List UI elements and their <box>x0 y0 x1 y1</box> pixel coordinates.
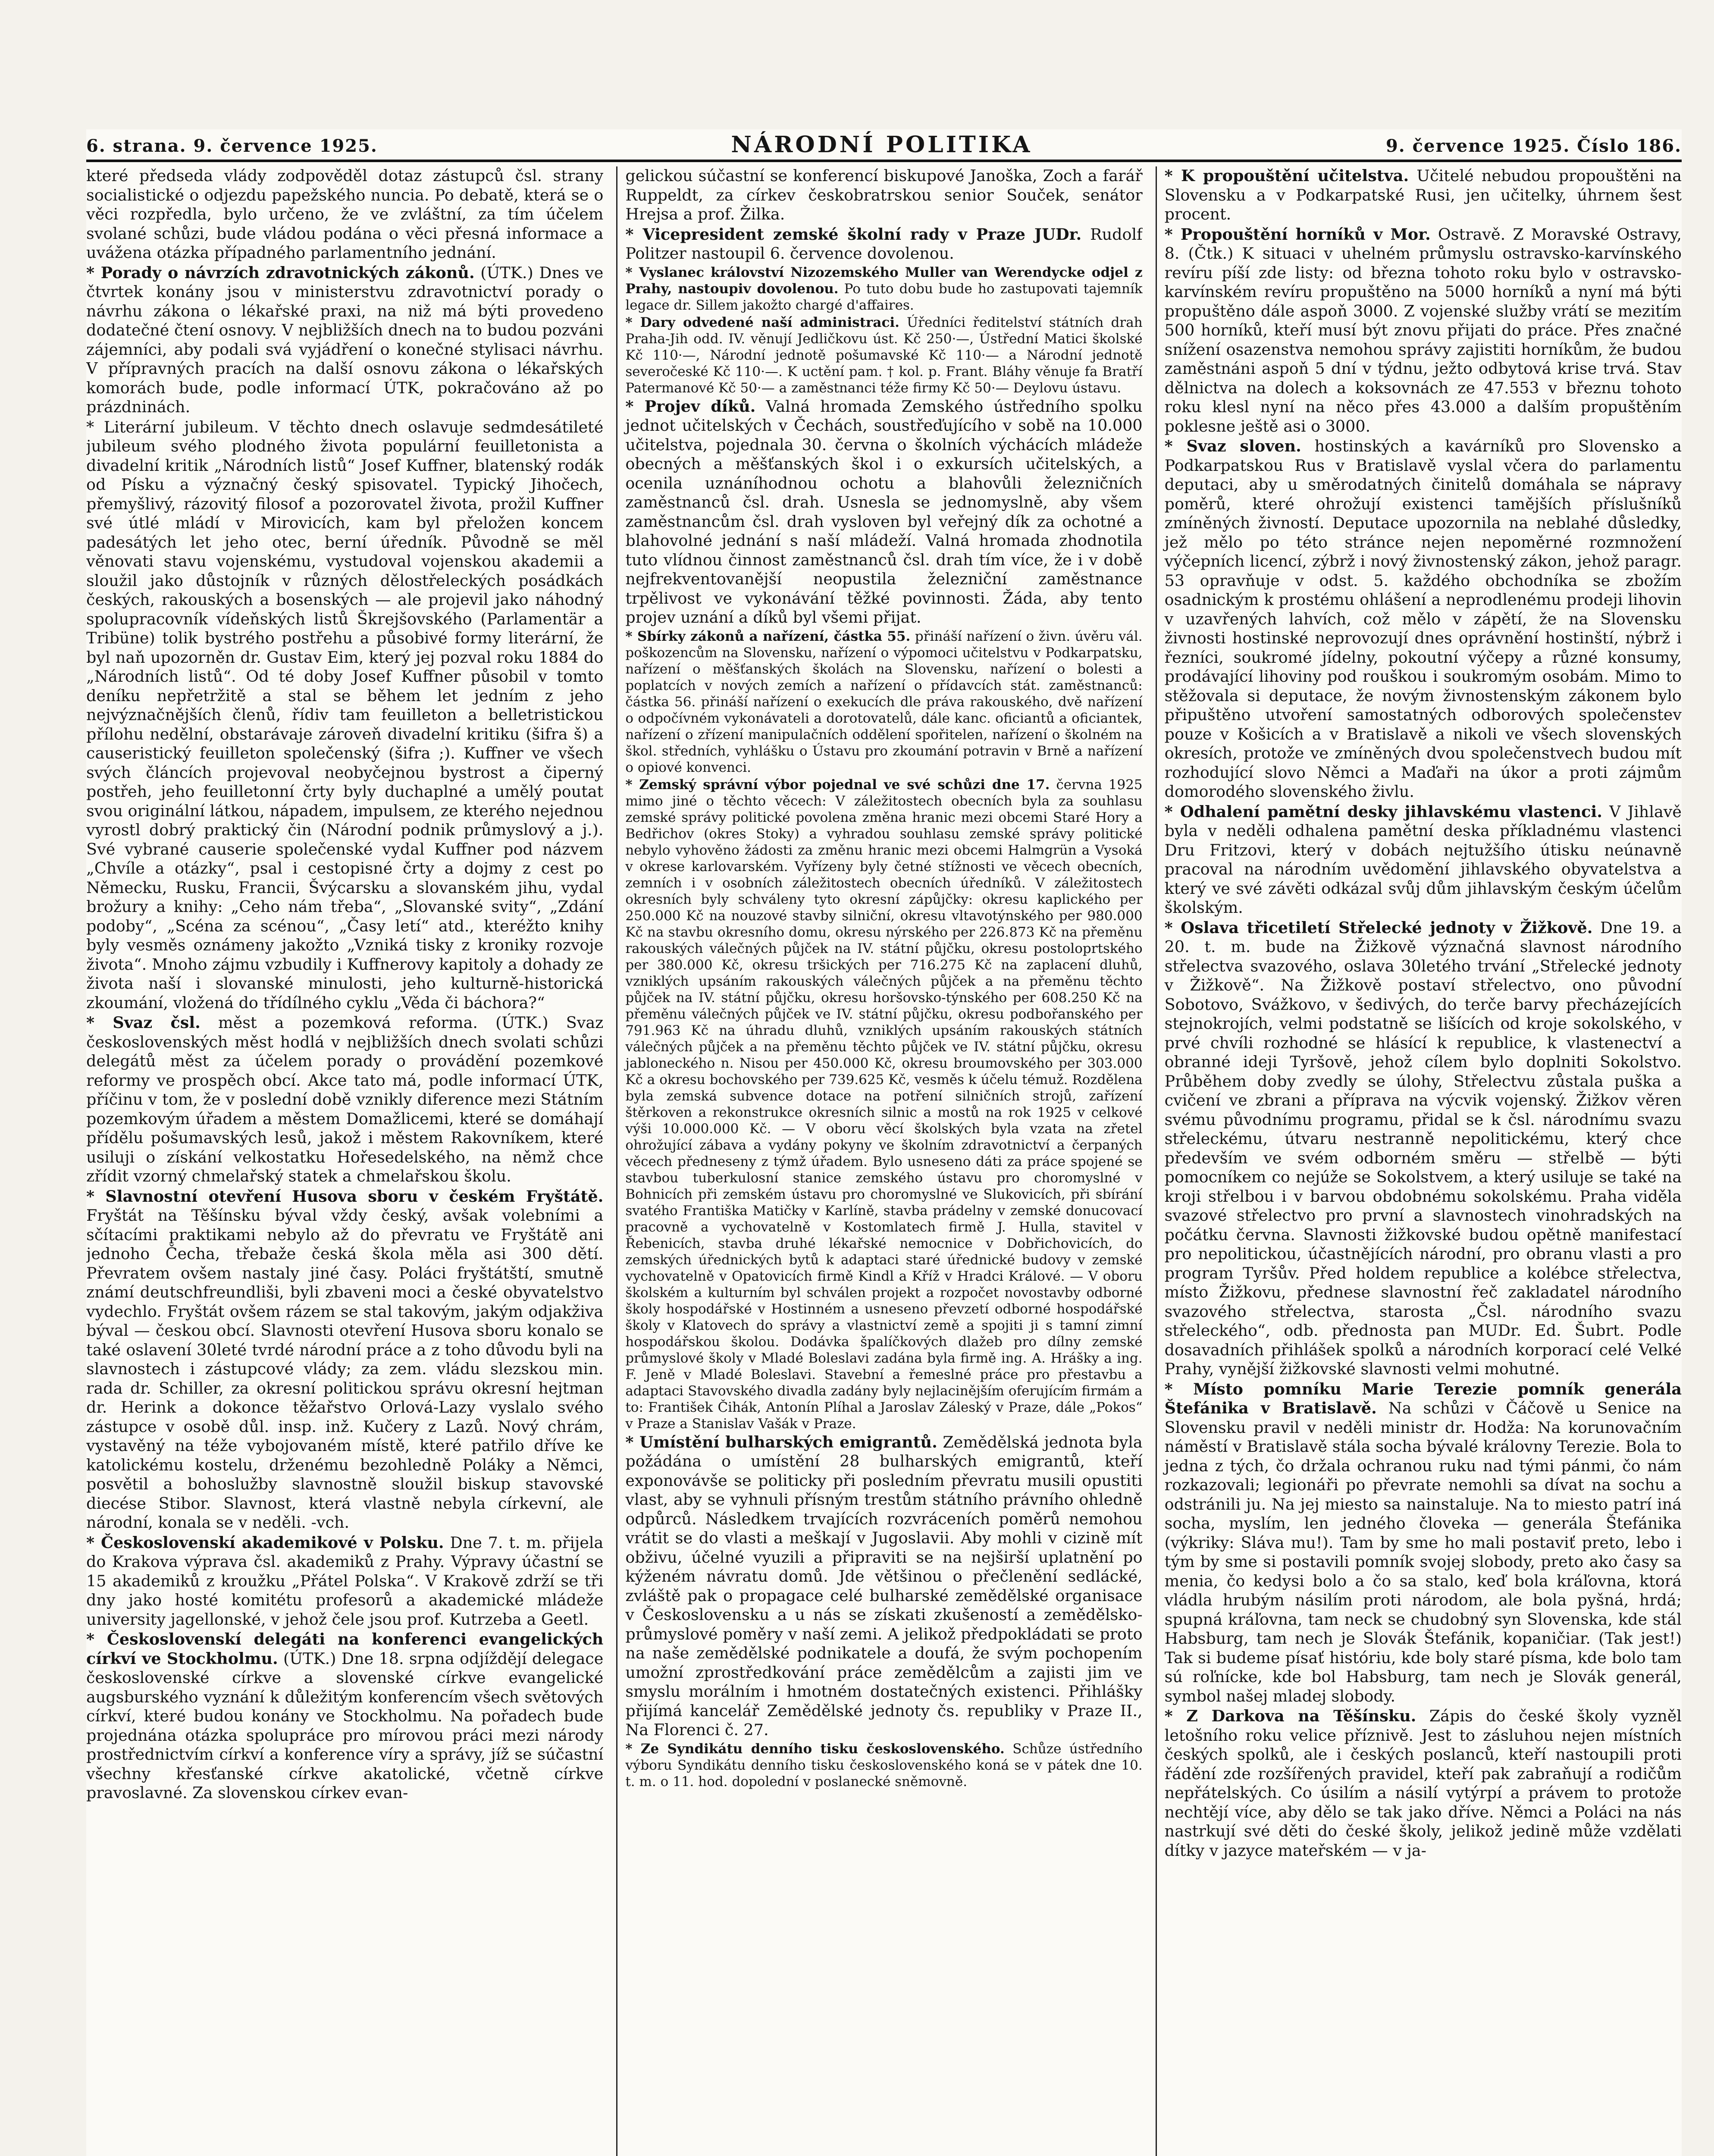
article-headline: * Dary odvedené naší administraci. <box>625 314 899 330</box>
article-paragraph: * Svaz čsl. měst a pozemková reforma. (ÚTK.) Svaz československých měst hodlá v nejbližších dnech svolati schůzi delegátů měst za účelem porady o provádění pozemkové reformy ve prospěch obcí. Akce tato má, podle informací ÚTK, příčinu v tom, že v poslední době vznikly diference mezi Státním pozemkovým úřadem a městem Domažlicemi, které se domáhají přídělu pošumavských lesů, jakož i městem Rakovníkem, které usiluji o získání velkostatku Hořesedelského, na němž chce zřídit vzorný chmelařský statek a chmelařskou školu. <box>86 1013 604 1185</box>
article-headline: * Umístění bulharských emigrantů. <box>625 1432 937 1451</box>
article-headline: * Sbírky zákonů a nařízení, částka 55. <box>625 628 911 644</box>
article-headline: * Československí delegáti na konferenci evangelických církví ve Stockholmu. <box>86 1630 604 1668</box>
article-paragraph: * Vyslanec království Nizozemského Muller van Werendycke odjel z Prahy, nastoupiv dovolenou. Po tuto dobu bude ho zastupovati tajemník legace dr. Sillem jakožto chargé d'affaires. <box>625 264 1143 313</box>
page-header <box>86 129 1682 162</box>
article-paragraph: * K propouštění učitelstva. Učitelé nebudou propouštěni na Slovensku a v Podkarpatské Rusi, jen učitelky, úhrnem šest procent. <box>1164 166 1682 223</box>
article-paragraph: * Projev díků. Valná hromada Zemského ústředního spolku jednot učitelských v Čechách, soustřeďujícího v sobě na 10.000 učitelstva, pojednala 30. června o školních výchácích mládeže obecných a měšťanských škol i o exkursích učitelských, a ocenila uznáníhodnou ochotu a blahovůli železničních zaměstnanců čsl. drah. Usnesla se jednomyslně, aby všem zaměstnancům čsl. drah vysloven byl veřejný dík za ochotné a blahovolné jednání s naší mládeží. Valná hromada zhodnotila tuto vlídnou činnost zaměstnanců čsl. drah tím více, že i v době nejfrekventovanější neopustila železniční zaměstnance trpělivost ve vykonávání těžké povinnosti. Žáda, aby tento projev uznání a díků byl všemi přijat. <box>625 397 1143 627</box>
article-headline: * Slavnostní otevření Husova sboru v českém Fryštátě. <box>86 1187 604 1206</box>
article-headline: * Svaz sloven. <box>1164 437 1301 455</box>
article-paragraph: * Oslava třicetiletí Střelecké jednoty v Žižkově. Dne 19. a 20. t. m. bude na Žižkově význačná slavnost národního střelectva svazového, oslava 30letého trvání „Střelecké jednoty v Žižkově“. Na Žižkově postaví střelectvo, ono původní Sobotovo, Svážkovo, v šedivých, do terče barvy přecházejících stejnokrojích, velmi podstatně se lišících od kroje sokolského, v prvé chvíli rozhodné se hlásící k republice, k vlastenectví a obranné ideji Tyršově, jehož cílem bylo doplniti Sokolstvo. Průběhem doby zvedly se úlohy, Střelectvu zůstala puška a cvičení ve zbrani a příprava na výcvik vojenský. Žižkov věren svému původnímu programu, přidal se k čsl. národnímu svazu střeleckému, útvaru nestranně nepolitickému, který chce především ve svém odborném směru — střelbě — býti pomocníkem co nejúže se Sokolstvem, a který usiluje se také na kroji střelbou i v barvou obdobnému sokolskému. Praha viděla svazové střelectvo pro první a slavnostech vinohradských na počátku června. Slavnosti žižkovské budou opětně manifestací pro nepolitickou, účastnějících národní, pro obranu vlasti a pro program Tyršův. Před holdem republice a kolébce střelectva, místo Žižkovu, přednese slavnostní řeč zakladatel národního svazového střelectva, starosta „Čsl. národního svazu střeleckého“, odb. přednosta pan MUDr. Ed. Šubrt. Podle dosavadních přihlášek spolků a národních korporací celé Velké Prahy, vynější žižkovské slavnosti velmi mohutné. <box>1164 918 1682 1378</box>
article-headline: * Oslava třicetiletí Střelecké jednoty v Žižkově. <box>1164 918 1593 937</box>
article-paragraph: * Z Darkova na Těšínsku. Zápis do české školy vyzněl letošního roku velice příznivě. Jest to zásluhou nejen místních českých spolků, ale i českých poslanců, kteří nastoupili proti řádění zde rozšířených pravidel, kteří pak zabraňují a rodičům nepřátelských. Co úsilím a násilí vytýrpí a právem to protože nechtějí více, aby dělo se tak jako dříve. Němci a Poláci na nás nastrkují své děti do české školy, jelikož jedině může vzdělati dítky v jazyce mateřském — v ja- <box>1164 1707 1682 1860</box>
article-paragraph: * Sbírky zákonů a nařízení, částka 55. přináší nařízení o živn. úvěru vál. poškozencům na Slovensku, nařízení o výpomoci učitelstvu v Podkarpatsku, nařízení o měšťanských školách na Slovensku, nařízení o bolesti a poplatcích v nových zemích a nařízení o přídavcích stát. zaměstnanců: částka 56. přináší nařízení o exekucích dle práva rakouského, dvě nařízení o odpočívném vykonávateli a dorotovatelů, dále kanc. oficiantů a oficiantek, nařízení o zřízení manipulačních oddělení spořitelen, nařízení o školném na škol. středních, vyhlášku o Ústavu pro zkoumání potravin v Brně a nařízení o opiové konvenci. <box>625 628 1143 775</box>
newspaper-page <box>86 129 1682 2156</box>
article-headline: * Z Darkova na Těšínsku. <box>1164 1707 1416 1725</box>
article-headline: * Svaz čsl. <box>86 1013 201 1032</box>
article-columns <box>86 166 1682 2156</box>
column-1 <box>86 166 603 2156</box>
article-paragraph: * Československí akademikové v Polsku. Dne 7. t. m. přijela do Krakova výprava čsl. akademiků z Prahy. Výpravy účastní se 15 akademiků z kroužku „Přátel Polska“. V Krakově zdrží se tři dny jako hosté komitétu profesorů a akademické mládeže university jagellonské, v jehož čele jsou prof. Kutrzeba a Geetl. <box>86 1533 604 1629</box>
article-paragraph: které předseda vlády zodpověděl dotaz zástupců čsl. strany socialistické o odjezdu papežského nuncia. Po debatě, která se o věci rozpředla, bylo určeno, že ve zvláštní, za tím účelem svolané schůzi, bude vládou podána o věci přesná informace a uvážena otázka případného parlamentního jednání. <box>86 166 604 262</box>
article-paragraph: * Československí delegáti na konferenci evangelických církví ve Stockholmu. (ÚTK.) Dne 18. srpna odjíždějí delegace československé církve a slovenské církve evangelické augsburského vyznání k důležitým konferencím všech světových církví, které budou konány ve Stockholmu. Na pořadech bude projednána otázka spolupráce pro mírovou práci mezi národy prostřednictvím církví a konference víry a správy, jíž se súčastní všechny křesťanské církve akatolické, včetně církve pravoslavné. Za slovenskou církev evan- <box>86 1630 604 1802</box>
article-headline: * Propouštění horníků v Mor. <box>1164 225 1431 244</box>
article-paragraph: * Ze Syndikátu denního tisku československého. Schůze ústředního výboru Syndikátu denního tisku československého koná se v pátek dne 10. t. m. o 11. hod. dopolední v poslanecké sněmovně. <box>625 1741 1143 1789</box>
column-3 <box>1156 166 1682 2156</box>
article-headline: * Porady o návrzích zdravotnických zákonů. <box>86 263 475 282</box>
article-headline: * Odhalení pamětní desky jihlavskému vlastenci. <box>1164 802 1602 821</box>
header-date-issue: 9. července 1925. Číslo 186. <box>1385 136 1682 156</box>
article-headline: * Československí akademikové v Polsku. <box>86 1533 444 1552</box>
article-paragraph: * Svaz sloven. hostinských a kavárníků pro Slovensko a Podkarpatskou Rus v Bratislavě vyslal včera do parlamentu deputaci, aby u směrodatných činitelů domáhala se nápravy poměrů, které ohrožují existenci tamějších příslušníků zmíněných živností. Deputace upozornila na neblahé důsledky, jež mělo po této stránce nejen nepoměrné rozmnožení výčepních licencí, zýbrž i nový živnostenský zákon, jehož paragr. 53 opravňuje v odst. 5. každého obchodníka se zbožím osadnickým k prostému ohlášení a neprodlenému prodeji lihovin v uzavřených lahvích, což mělo v zápětí, že na Slovensku živnosti hostinské neprovozují dnes oprávnění hostinští, nýbrž i řezníci, soukromé jídelny, pokoutní výčepy a různé konsumy, prodávající lihoviny pod rouškou i soukromým osobám. Mimo to stěžovala si deputace, že novým živnostenským zákonem bylo připuštěno utvoření samostatných odborových společenstev pouze v Košicích a v Bratislavě a nikoli ve všech slovenských okresích, protože ve zmíněných dvou společenstvech budou mít rozhodující slovo Němci a Maďaři na úkor a proti zájmům domorodého slovenského živlu. <box>1164 437 1682 801</box>
article-headline: * Místo pomníku Marie Terezie pomník generála Štefánika v Bratislavě. <box>1164 1379 1682 1417</box>
article-headline: * Vicepresident zemské školní rady v Praze JUDr. <box>625 225 1082 244</box>
column-2 <box>616 166 1142 2156</box>
article-headline: * K propouštění učitelstva. <box>1164 166 1409 185</box>
article-paragraph: * Porady o návrzích zdravotnických zákonů. (ÚTK.) Dnes ve čtvrtek konány jsou v ministerstvu zdravotnictví porady o návrhu zákona o lékařské praxi, na niž má býti provedeno dodatečné čtení osnovy. V nejbližších dnech na to budou pozváni zájemníci, aby podali svá vyjádření o konečné stylisaci návrhu. V přípravných pracích na další osnovu zákona o lékařských komorách bude, podle informací ÚTK, pokračováno až po prázdninách. <box>86 263 604 416</box>
article-paragraph: * Dary odvedené naší administraci. Úředníci ředitelství státních drah Praha-Jih odd. IV. věnují Jedličkovu úst. Kč 250·—, Ústřední Matici školské Kč 110·—, Národní jednotě pošumavské Kč 110·— a Národní jednotě severočeské Kč 110·—. K uctění pam. † kol. p. Frant. Bláhy věnuje fa Bratří Patermanové Kč 50·— a zaměstnanci téže firmy Kč 50·— Deylovu ústavu. <box>625 314 1143 396</box>
article-paragraph: * Zemský správní výbor pojednal ve své schůzi dne 17. června 1925 mimo jiné o těchto věcech: V záležitostech obecních byla za souhlasu zemské správy politické povolena změna hranic mezi obcemi Staré Hory a Bedřichov (okres Stoky) a vyhradou souhlasu zemské správy politické nebylo vyhověno žádosti za změnu hranic mezi obcemi Halmgrün a Vysoká v okrese karlovarském. Vyřízeny byly četné stížnosti ve věcech obecních, zemních i v osobních záležitostech obecních úředníků. V záležitostech okresních byly schváleny tyto okresní zápůjčky: okresu kaplického per 250.000 Kč na nouzové stavby silniční, okresu vltavotýnského per 980.000 Kč na stavbu okresního domu, okresu nýrského per 226.873 Kč na přeměnu rakouských válečných půjček na IV. státní půjčku, okresu postoloprtského per 380.000 Kč, okresu tršických per 716.275 Kč na zaplacení dluhů, vzniklých upsáním rakouských válečných půjček a na přeměnu těchto půjček na IV. státní půjčku, okresu horšovsko-týnského per 608.250 Kč na přeměnu válečných půjček ve IV. státní půjčku, okresu podbořanského per 791.963 Kč na úhradu dluhů, vzniklých upsáním rakouských státních válečných půjček a na přeměnu těchto půjček ve IV. státní půjčku, okresu jabloneckého n. Nisou per 450.000 Kč, okresu broumovského per 303.000 Kč a okresu bochovského per 739.625 Kč, vesměs k účelu témuž. Rozdělena byla zemská subvence dotace na potření silničních strojů, zařízení štěrkoven a rekonstrukce okresních silnic a mostů na rok 1925 v celkové výši 10.000.000 Kč. — V oboru věcí školských byla vzata na zřetel ohrožující zábava a vydány pokyny ve školním zdravotnictví a čerpaných věcech předneseny z týmž úřadem. Bylo usneseno dáti za práce spojené se stavbou tuberkulosní stanice zemského ústavu pro choromyslné v Bohnicích při zemském ústavu pro choromyslné ve Slukovicích, při sbírání svatého Františka Matičky v Karlíně, stavba prádelny v zemské donucovací pracovně a vychovatelně v Kostomlatech firmě J. Hulla, stavitel v Řebenicích, stavba druhé lékařské nemocnice v Dobřichovicích, do zemských úřednických bytů k adaptaci staré úřednické budovy v zemské vychovatelně v Opatovicích firmě Kindl a Kříž v Hradci Králové. — V oboru školském a kulturním byl schválen projekt a rozpočet novostavby odborné školy hospodářské v Hostinném a usneseno převzetí odborné hospodářské školy v Klatovech do správy a vlastnictví země a spojiti ji s tamní zimní hospodářskou školou. Dodávka špalíčkových dlažeb pro dílny zemské průmyslové školy v Mladé Boleslavi zadána byla firmě ing. A. Hrášky a ing. F. Jeně v Mladé Boleslavi. Stavební a řemeslné práce pro přestavbu a adaptaci Stavovského divadla zadány byly nejlacinějším oferujícím firmám a to: František Čihák, Antonín Plíhal a Jaroslav Záleský v Praze, dále „Pokos“ v Praze a Stanislav Vašák v Praze. <box>625 777 1143 1432</box>
header-page-date: 6. strana. 9. července 1925. <box>86 136 378 156</box>
article-paragraph: * Vicepresident zemské školní rady v Praze JUDr. Rudolf Politzer nastoupil 6. července dovolenou. <box>625 225 1143 263</box>
article-headline: * Ze Syndikátu denního tisku československého. <box>625 1741 1005 1757</box>
article-paragraph: * Literární jubileum. V těchto dnech oslavuje sedmdesátileté jubileum svého plodného života populární feuilletonista a divadelní kritik „Národních listů“ Josef Kuffner, blatenský rodák od Písku a význačný český spisovatel. Typický Jihočech, přemyšlivý, rázovitý filosof a pozorovatel života, prožil Kuffner své útlé mládí v Mirovicích, kam byl přeložen koncem padesátých let jeho otec, berní úředník. Původně se měl věnovati stavu vojenskému, vystudoval vojenskou akademii a sloužil jako důstojník v různých dělostřeleckých posádkách českých, rakouských a bosenských — ale projevil jako náhodný spolupracovník vídeňských listů Škrejšovského (Parlamentär a Tribüne) tolik bystrého postřehu a působivé formy literární, že byl naň upozorněn dr. Gustav Eim, který jej pozval roku 1884 do „Národních listů“. Od té doby Josef Kuffner působil v tomto deníku nepřetržitě a stal se během let jedním z jeho nejvýznačnějších členů, řídiv tam feuilleton a belletristickou přílohu nedělní, obstarávaje zároveň divadelní kritiku (šifra š) a causeristický feuilleton společenský (šifra ;). Kuffner ve všech svých článcích projevoval neobyčejnou bystrost a čiperný postřeh, jeho feuilletonní črty byly duchaplné a umělý poutat svou originální látkou, nápadem, impulsem, ze kterého nejednou vyrostl dobrý praktický čin (Národní podnik průmyslový a j.). Své vybrané causerie společenské vydal Kuffner pod názvem „Chvíle a otázky“, psal i cestopisné črty a dojmy z cest po Německu, Rusku, Francii, Švýcarsku a slovanském jihu, vydal brožury a knihy: „Ceho nám třeba“, „Slovanské svity“, „Zdání podoby“, „Scéna za scénou“, „Časy letí“ atd., kteréžto knihy byly vesměs oznámeny jakožto „Vzniká tisky z kroniky rozvoje života“. Mnoho zájmu vzbudily i Kuffnerovy kapitoly a dohady ze života naší i slovanské minulosti, jeho kulturně-historická zkoumání, vložená do třídílného cyklu „Věda či báchora?“ <box>86 417 604 1012</box>
article-paragraph: * Umístění bulharských emigrantů. Zemědělská jednota byla požádána o umístění 28 bulharských emigrantů, kteří exponovávše se politicky při posledním převratu musili opustiti vlast, aby se vyhnuli přísným trestům státního právního ohledně odpůrců. Následkem trvajících rozvráceních poměrů nemohou vrátit se do vlasti a meškají v Jugoslavii. Aby mohli v cizině mít obživu, účelné vyuzili a připraviti se na nejširší uplatnění po kýženém návratu domů. Jde většinou o přečlenění sedlácké, zvláště pak o propagace celé bulharské zemědělské organisace v Československu a u nás se získati zkušeností a zemědělsko-průmyslové poměry v naší zemi. A jelikož předpokládati se proto na naše zemědělské podnikatele a doufá, že svým pochopením umožní zprostředkování práce zemědělcům a zajisti jim ve smyslu morálním i hmotném dostatečných existenci. Přihlášky přijímá kancelář Zemědělské jednoty čs. republiky v Praze II., Na Florenci č. 27. <box>625 1432 1143 1739</box>
article-headline: * Vyslanec království Nizozemského Muller van Werendycke odjel z Prahy, nastoupiv dovolenou. <box>625 264 1143 297</box>
article-paragraph: * Odhalení pamětní desky jihlavskému vlastenci. V Jihlavě byla v neděli odhalena pamětní deska příkladnému vlastenci Dru Fritzovi, který v dobách nejtužšího útisku neúnavně pracoval na národním uvědomění jihlavského obyvatelstva a který ve své závěti odkázal svůj dům jihlavským českým účelům školským. <box>1164 802 1682 917</box>
article-headline: * Zemský správní výbor pojednal ve své schůzi dne 17. <box>625 777 1050 793</box>
article-paragraph: gelickou súčastní se konferencí biskupové Janoška, Zoch a farář Ruppeldt, za církev českobratrskou senior Souček, senátor Hrejsa a prof. Žilka. <box>625 166 1143 223</box>
article-headline: * Projev díků. <box>625 397 756 416</box>
article-paragraph: * Propouštění horníků v Mor. Ostravě. Z Moravské Ostravy, 8. (Čtk.) K situaci v uhelném průmyslu ostravsko-karvínského revíru píší zde listy: od března tohoto roku bylo v ostravsko-karvínském revíru propuštěno na 5000 horníků a nyní má býti propuštěno dále aspoň 3000. Z vojenské služby vrátí se mezitím 500 horníků, kteří musí být znovu přijati do práce. Přes značné snížení osazenstva nemohou správy zajistiti horníkům, že budou zaměstnáni aspoň 5 dní v týdnu, ježto odbytová krise trvá. Stav dělnictva na dolech a koksovnách ze 47.553 v březnu tohoto roku klesl nyní na něco přes 43.000 a dalším propuštěním poklesne ještě asi o 3000. <box>1164 225 1682 436</box>
masthead-title: NÁRODNÍ POLITIKA <box>731 132 1033 158</box>
article-paragraph: * Místo pomníku Marie Terezie pomník generála Štefánika v Bratislavě. Na schůzi v Čáčově u Senice na Slovensku pravil v neděli ministr dr. Hodža: Na korunovačním náměstí v Bratislavě stála socha bývalé královny Terezie. Bola to jedna z tých, čo držala ochranou ruku nad tými pánmi, čo nám rozkazovali; legionáři po převrate nemohli sa dívat na sochu a odstránili ju. Na jej miesto sa nainstaluje. Na to miesto patrí iná socha, myslím, len jedného človeka — generála Štefánika (výkriky: Sláva mu!). Tam by sme ho mali postaviť preto, lebo i tým by sme si postavili pomník svojej slobody, preto ako časy sa menia, čo kedysi bolo a čo sa stalo, keď bola kráľovna, ktorá vládla hrubým násilím proti národom, ale bola pyšná, hrdá; spupná kráľovna, tam neck se chudobný syn Slovenska, kde stál Habsburg, tam nech je Slovák Štefánik, kopaničiar. (Tak jest!) Tak si budeme písať históriu, kde boly staré písma, kde bolo tam sú roľnícke, kde bol Habsburg, tam nech je Slovák generál, symbol našej mladej slobody. <box>1164 1379 1682 1705</box>
article-paragraph: * Slavnostní otevření Husova sboru v českém Fryštátě. Fryštát na Těšínsku býval vždy český, avšak volebními a sčítacími praktikami nebylo až do převratu ve Fryštátě ani jednoho Čecha, třebaže česká škola měla asi 300 dětí. Převratem ovšem nastaly jiné časy. Poláci fryštátští, smutně známí deutschfreundliši, byli zbaveni moci a české obyvatelstvo vydechlo. Fryštát ovšem rázem se stal takovým, jakým odjakživa býval — českou obcí. Slavnosti otevření Husova sboru konalo se také oslavení 30leté tvrdé národní práce a z toho důvodu byli na slavnostech i zástupcové vlády; za zem. vládu slezskou min. rada dr. Schiller, za okresní politickou správu okresní hejtman dr. Herink a dokonce těžařstvo Orlová-Lazy vyslalo svého zástupce v osobě důl. insp. inž. Kučery z Lazů. Nový chrám, vystavěný na téže vybojovaném místě, které patřilo dříve ke katolickému kostelu, drženému bezohledně Poláky a Němci, posvětil a bohoslužby slavnostně sloužil biskup stavovské diecése Stibor. Slavnost, která vlastně nebyla církevní, ale národní, konala se v neděli. -vch. <box>86 1187 604 1532</box>
